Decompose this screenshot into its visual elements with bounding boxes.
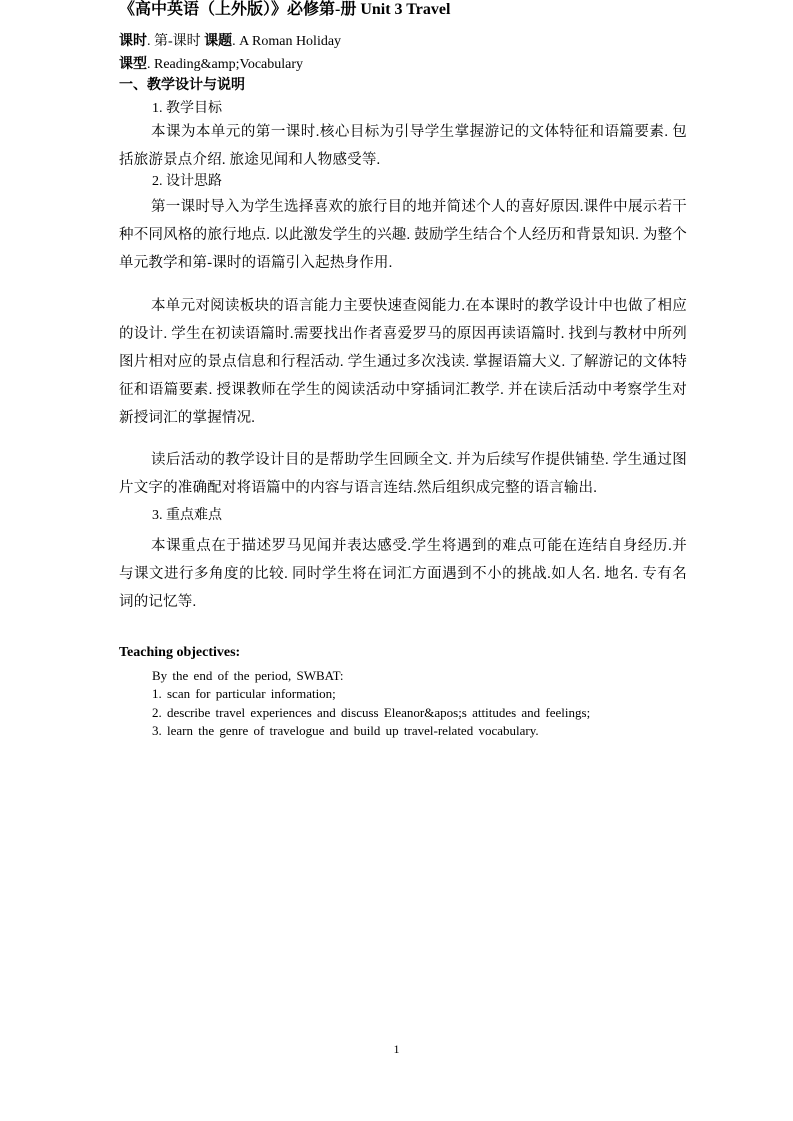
design-paragraph: 本单元对阅读板块的语言能力主要快速查阅能力.在本课时的教学设计中也做了相应的设计. 学生在初读语篇时.需要找出作者喜爱罗马的原因再读语篇时. 找到与教材中所列图片相对应的景点信息和行程活动. 学生通过多次浅读. 掌握语篇大义. 了解游记的文体特征和语篇要素. 授课教师在学生的阅读活动中穿插词汇教学. 并在读后活动中考察学生对新授词汇的掌握情况. <box>119 298 687 426</box>
goals-heading: 1. 教学目标 <box>152 101 222 116</box>
lesson-value: . 第-课时 <box>147 34 205 49</box>
objective-item: 3. learn the genre of travelogue and build up travel-related vocabulary. <box>152 723 539 738</box>
objective-item: 1. scan for particular information; <box>152 686 336 701</box>
difficulty-heading: 3. 重点难点 <box>152 508 222 523</box>
topic-label: 课题 <box>204 34 233 49</box>
objective-item: 2. describe travel experiences and discuss Eleanor&apos;s attitudes and feelings; <box>152 705 591 720</box>
goals-paragraph: 本课为本单元的第一课时.核心目标为引导学生掌握游记的文体特征和语篇要素. 包括旅游景点介绍. 旅途见闻和人物感受等. <box>119 124 687 168</box>
document-title: 《高中英语（上外版）》必修第-册 Unit 3 Travel <box>119 1 451 18</box>
lesson-meta-line <box>119 32 341 52</box>
page-number: 1 <box>393 1042 400 1056</box>
objectives-heading: Teaching objectives: <box>119 645 241 660</box>
type-meta-line <box>119 55 303 75</box>
objectives-intro: By the end of the period, SWBAT: <box>152 668 344 683</box>
type-value: . Reading&amp;Vocabulary <box>147 57 304 72</box>
topic-value: . A Roman Holiday <box>232 34 342 49</box>
difficulty-paragraph: 本课重点在于描述罗马见闻并表达感受.学生将遇到的难点可能在连结自身经历.并与课文进行多角度的比较. 同时学生将在词汇方面遇到不小的挑战.如人名. 地名. 专有名词的记忆等. <box>119 538 687 610</box>
design-paragraph: 读后活动的教学设计目的是帮助学生回顾全文. 并为后续写作提供铺垫. 学生通过图片文字的准确配对将语篇中的内容与语言连结.然后组织成完整的语言输出. <box>119 452 687 496</box>
design-paragraph: 第一课时导入为学生选择喜欢的旅行目的地并简述个人的喜好原因.课件中展示若干种不同风格的旅行地点. 以此激发学生的兴趣. 鼓励学生结合个人经历和背景知识. 为整个单元教学和第-课时的语篇引入起热身作用. <box>119 199 687 271</box>
lesson-label: 课时 <box>119 34 147 49</box>
design-heading: 2. 设计思路 <box>152 174 222 189</box>
section-heading: 一、教学设计与说明 <box>119 78 245 93</box>
type-label: 课型 <box>119 57 147 72</box>
